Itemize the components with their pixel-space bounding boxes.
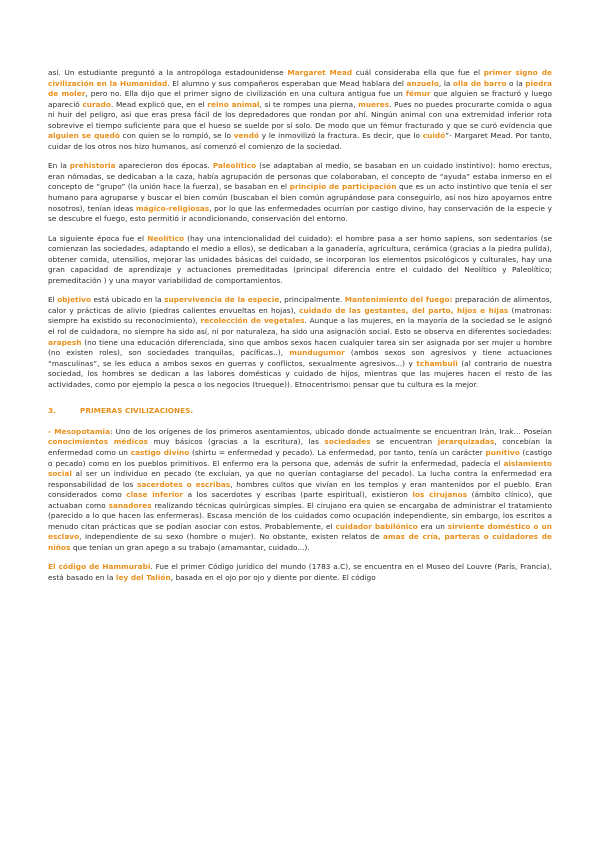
highlighted-term: Paleolítico (212, 161, 257, 171)
highlighted-term: objetivo (57, 295, 92, 305)
text-run: cuál consideraba ella que fue el (352, 68, 484, 77)
highlighted-term: Mantenimiento del fuego: (344, 295, 453, 305)
highlighted-term: alguien se quedó (48, 131, 120, 141)
text-run: (castigo o pecado) como en los pueblos primitivos. El enfermo era la persona que, además de sufrir la enfermedad, padecía el (48, 447, 553, 468)
highlighted-term: sirviente doméstico o un esclavo (48, 521, 552, 542)
text-run: que alguien se fracturó y luego apareció (48, 89, 552, 109)
text-run: , concebían la enfermedad como un (48, 437, 553, 457)
text-run: está ubicado en la (91, 295, 165, 305)
text-run: . El alumno y sus compañeros esperaban que Mead hablara del (167, 78, 407, 88)
text-run: , pero no. Ella dijo que el primer signo de civilización en una cultura antigua fue un (85, 89, 406, 99)
section-heading (48, 406, 552, 417)
text-run: ”- Margaret Mead. Por tanto, cuidar de los otros nos hizo humanos, así comenzó el comienzo de la sociedad. (48, 131, 553, 151)
text-run: (matronas: siempre ha existido su reconocimiento), (48, 305, 552, 326)
highlighted-term: arapesh (48, 337, 82, 347)
text-run: (ambos sexos son agresivos y tiene actuaciones “masculinas”, se les educa a ambos sexos en guerras y conflictos, sexualmente agresivos...) y (48, 348, 552, 368)
text-run: , por lo que las enfermedades ocurrían por castigo divino, hay conservación de la especie y se descubre el fuego, esto permitió ir acondicionando, conservación del entorno. (48, 203, 552, 224)
highlighted-term: los cirujanos (412, 490, 468, 500)
highlighted-term: mundugumor (289, 348, 345, 358)
text-run: preparación de alimentos, calor y prácticas de alivio (piedras calientes envueltas en hojas), (48, 295, 553, 315)
highlighted-term: vendó (233, 131, 260, 141)
highlighted-term: ley del Talión (115, 572, 171, 582)
highlighted-term: mágico-religiosas (135, 203, 210, 213)
highlighted-term: prehistoria (69, 161, 116, 171)
text-run: (se adaptaban al medio, se basaban en un cuidado instintivo): homo erectus, eran nómadas, se dedicaban a la caza, había agrupación de personas que colaboraban, el concepto de “ayuda” estaba inmerso en el concepto de “grupo” (la unión hace la fuerza), se basaban en el (48, 161, 552, 192)
text-run: . Aunque a las mujeres, en la mayoría de la sociedad se le asignó el rol de cuidadora, no siempre ha sido así, ni por naturaleza, ha sido una asignación social. Esto se observa en diferentes sociedades: (48, 316, 552, 337)
highlighted-term: cuidador babilónico (335, 521, 418, 531)
highlighted-term: amas de cría, parteras o cuidadores de niños (48, 532, 552, 552)
highlighted-term: Margaret Mead (287, 68, 353, 77)
paragraph-p3 (48, 234, 552, 287)
highlighted-term: jerarquizadas (437, 437, 495, 447)
highlighted-term: anzuelo (406, 78, 439, 88)
paragraph-p2 (48, 161, 552, 224)
text-run: , basada en el ojo por ojo y diente por diente. El código (170, 572, 376, 582)
highlighted-term: aislamiento social (48, 458, 552, 479)
text-run: (hay una intencionalidad del cuidado): el hombre pasa a ser homo sapiens, son sedentarios (se comienzan las sociedades, adaptando el medio a ellos), se dedicaban a la ganadería, agricultura, cerámica (gracias a la piedra pulida), obtener comida, utensilios, mejorar las unidades básicas del cuidado, se incorporan los elementos psicológicos y culturales, hay una gran capacidad de aprendizaje y actuaciones premeditadas (principal diferencia entre el cuidado del Neolítico y Paleolítico; premeditación ) y una mayor variabilidad de comportamientos. (48, 233, 553, 285)
highlighted-term: sociedades (324, 437, 371, 447)
text-run: o la (506, 78, 526, 88)
paragraph-p6 (48, 562, 552, 583)
paragraph-p1 (48, 68, 552, 152)
text-run: así. Un estudiante preguntó a la antropóloga estadounidense (48, 68, 288, 77)
text-run: . Mead explicó que, en el (111, 99, 208, 109)
text-run: a los sacerdotes y escribas (parte espiritual), existieron (183, 490, 413, 500)
text-run: , independiente de su sexo (hombre o mujer). No obstante, existen relatos de (79, 532, 383, 542)
text-run: (shirtu = enfermedad y pecado). La enfermedad, por tanto, tenía un carácter (189, 447, 486, 457)
highlighted-term: tchambuli (416, 358, 458, 368)
section-title: PRIMERAS CIVILIZACIONES. (80, 406, 194, 416)
section-number: 3. (48, 406, 56, 416)
highlighted-term: principio de participación (289, 182, 397, 192)
highlighted-term: punitivo (485, 447, 520, 457)
text-run: La siguiente época fue el (48, 233, 148, 243)
highlighted-term: sanadores (108, 500, 152, 510)
text-run: , principalmente. (279, 295, 345, 305)
highlighted-term: conocimientos médicos (48, 437, 149, 447)
text-run: . Pues no puedes procurarte comida o agua ni huir del peligro, así que eras presa fácil de los depredadores que rondan por ahí. Ningún animal con una extremidad inferior rota sobrevive el tiempo suficiente para que el hueso se suelde por sí solo. De modo que un fémur fracturado y que se curó evidencia que (48, 99, 553, 130)
highlighted-term: Neolítico (147, 233, 185, 243)
highlighted-term: El código de Hammurabi (48, 562, 151, 572)
text-run: (no tiene una educación diferenciada, sino que ambos sexos hacen cualquier tarea sin ser asignada por ser mujer u hombre (no existen roles), son sociedades tranquilas, pacíficas..), (48, 337, 552, 358)
highlighted-term: supervivencia de la especie (164, 295, 280, 305)
text-run: con quien se lo rompió, se lo (119, 131, 234, 141)
highlighted-term: fémur (405, 89, 431, 99)
highlighted-term: recolección de vegetales (200, 316, 305, 326)
highlighted-term: castigo divino (130, 447, 190, 457)
highlighted-term: mueres (358, 99, 390, 109)
highlighted-term: cuidó (422, 131, 446, 141)
highlighted-term: cuidado de las gestantes, del parto, hijos e hijas (299, 305, 509, 315)
highlighted-term: olla de barro (452, 78, 507, 88)
text-run: El (48, 295, 58, 305)
highlighted-term: clase inferior (126, 490, 184, 500)
text-run: aparecieron dos épocas. (115, 161, 213, 171)
highlighted-term: curado (82, 99, 111, 109)
text-run: (ámbito clínico), que actuaban como (48, 490, 552, 510)
text-run: : Uno de los orígenes de los primeros asentamientos, ubicado donde actualmente se encuentran Irán, Irak... Poseían (110, 426, 552, 436)
text-run: , la (438, 78, 453, 88)
paragraph-p5 (48, 427, 552, 554)
paragraph-p4 (48, 295, 552, 390)
text-run: al ser un individuo en pecado (te excluían, ya que no querían contagiarse del pecado). La lucha contra la enfermedad era responsabilidad de los (48, 469, 552, 489)
text-run: , hombres cultos que vivían en los templos y eran mantenidos por el pueblo. Eran considerados como (48, 479, 552, 500)
highlighted-term: sacerdotes o escribas (137, 479, 231, 489)
highlighted-term: - Mesopotamia (48, 426, 111, 436)
text-run: (al contrario de nuestra sociedad, los hombres se dedican a las labores domésticas y cuidado de hijos, mientras que las mujeres hacen el resto de las actividades, como por ejemplo la pesca o los negocios (trueque)). Etnocentrismo: pensar que tu cultura es la mejor. (48, 358, 553, 389)
document-body-bottom (48, 427, 552, 584)
highlighted-term: reino animal (207, 99, 260, 109)
text-run: y le inmovilizó la fractura. Es decir, que lo (259, 131, 423, 141)
text-run: era un (417, 521, 448, 531)
text-run: muy básicos (gracias a la escritura), las (148, 437, 325, 447)
text-run: se encuentran (370, 437, 438, 447)
text-run: . Fue el primer Código jurídico del mundo (1783 a.C), se encuentra en el Museo del Louvre (París, Francia), está basado en la (48, 562, 552, 582)
highlighted-term: primer signo de civilización en la Humanidad (48, 68, 552, 88)
text-run: realizando técnicas quirúrgicas simples. El cirujano era quien se encargaba de administrar el tratamiento (parecido a lo que hacen las enfermeras). Escasa mención de los cuidados como ocupación independiente, sin embargo, los escritos a menudo citan prácticas que se podían asociar con estos. Probablemente, el (48, 500, 552, 531)
document-body-top (48, 68, 552, 390)
text-run: En la (48, 161, 70, 171)
text-run: , si te rompes una pierna, (259, 99, 359, 109)
highlighted-term: piedra de moler (48, 78, 552, 99)
text-run: que es un acto instintivo que tenía el ser humano para agruparse y buscar el bien común (buscaban el bien común agrupándose para conseguirlo, así nos hizo apoyarnos entre nosotros), tenían ideas (48, 182, 552, 213)
text-run: que tenían un gran apego a su trabajo (amamantar, cuidado...). (70, 542, 310, 552)
